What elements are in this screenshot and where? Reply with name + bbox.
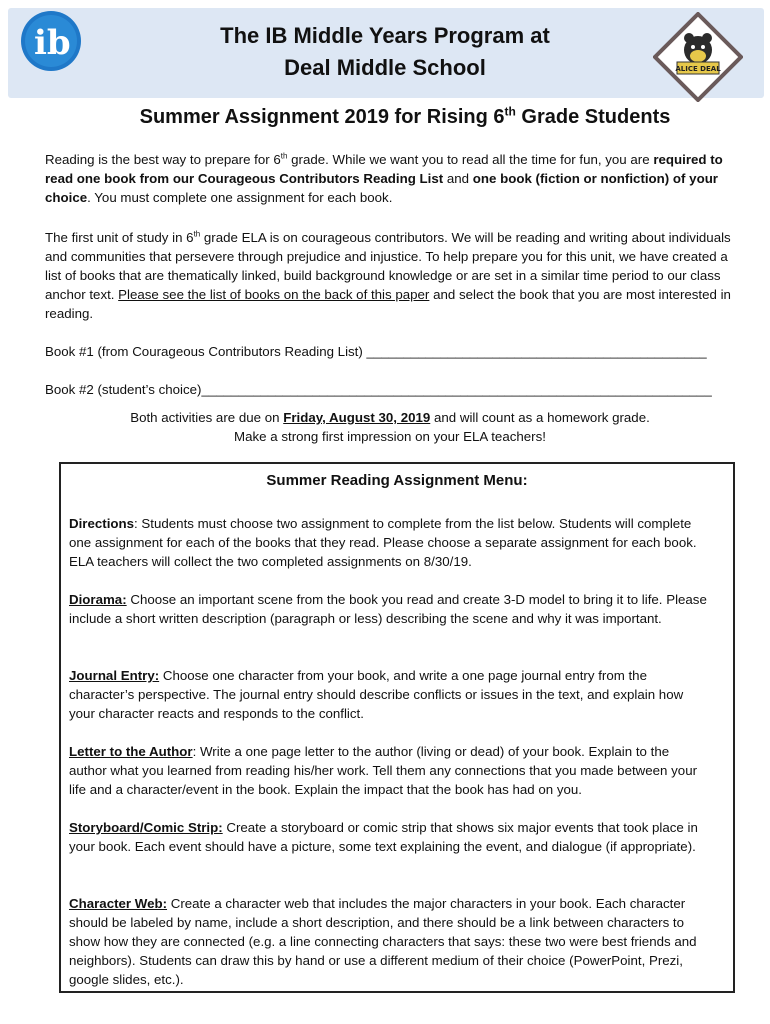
ib-logo (20, 10, 82, 72)
due-line-1 (45, 408, 735, 427)
character-web-text: Create a character web that includes the major characters in your book. Each character should be labeled by name, include a short description, and there should be a link between characters to show how they are connected (e.g. a line connecting characters that says: these two were best friends and neighbors). Students can draw this by hand or use a different medium of their choice (PowerPoint, Prezi, google slides, etc.). (69, 896, 697, 987)
p2-text-a: The first unit of study in 6 (45, 230, 194, 245)
subtitle-sup: th (504, 104, 516, 119)
diorama-text: Choose an important scene from the book you read and create 3-D model to bring it to life. Please include a short written description (paragraph or less) describing the scene and why it was important. (69, 592, 707, 626)
due-date: Friday, August 30, 2019 (283, 410, 431, 425)
due-line-2: Make a strong first impression on your ELA teachers! (234, 429, 546, 444)
intro-paragraph-1 (45, 150, 735, 207)
p2-text-c: and select the book that you are most interested in reading. (45, 287, 731, 321)
p1-text-d: . You must complete one assignment for each book. (87, 190, 393, 205)
journal-entry-label: Journal Entry: (69, 668, 160, 683)
p1-sup: th (280, 151, 288, 161)
p1-bold-2: one book (fiction or nonfiction) of your choice (45, 171, 718, 205)
storyboard-text: Create a storyboard or comic strip that shows six major events that took place in your book. Each event should have a picture, some text explaining the event, and dialogue (if appropriate). (69, 820, 698, 854)
assignment-subtitle (40, 106, 770, 129)
p1-text-a: Reading is the best way to prepare for 6 (45, 152, 281, 167)
p1-text-b: grade. While we want you to read all the time for fun, you are (287, 152, 654, 167)
journal-entry-text: Choose one character from your book, and write a one page journal entry from the character’s perspective. The journal entry should describe conflicts or issues in the text, and explain how your character reacts and responds to the conflict. (69, 668, 684, 721)
svg-text:ib: ib (34, 23, 71, 63)
book-2-line: Book #2 (student’s choice)_____________________________________________________________________ (45, 382, 712, 397)
p1-bold-1: required to read one book from our Courageous Contributors Reading List (45, 152, 723, 186)
directions-text: : Students must choose two assignment to complete from the list below. Students will complete one assignment for each of the books that they read. Please choose a separate assignment for each book. ELA teachers will collect the two completed assignments on 8/30/19. (69, 516, 697, 569)
due-text-b: and will count as a homework grade. (430, 410, 650, 425)
title-line-2: Deal Middle School (284, 55, 486, 80)
assignment-menu-box (59, 462, 735, 993)
svg-text:ALICE DEAL: ALICE DEAL (675, 65, 721, 73)
subtitle-prefix: Summer Assignment 2019 for Rising 6 (139, 106, 505, 128)
storyboard-label: Storyboard/Comic Strip: (69, 820, 223, 835)
menu-item-character-web (69, 894, 709, 989)
due-text-a: Both activities are due on (130, 410, 284, 425)
book-list-reference: Please see the list of books on the back of this paper (118, 287, 430, 302)
p2-text-b: grade ELA is on courageous contributors. We will be reading and writing about individuals and communities that persevere through prejudice and injustice. To help prepare you for this unit, we have created a list of books that are thematically linked, build background knowledge or are set in a similar time period to our class anchor text. (45, 230, 731, 302)
due-date-notice (45, 408, 735, 446)
book-1-line: Book #1 (from Courageous Contributors Reading List) ______________________________________________ (45, 344, 707, 359)
p2-sup: th (193, 229, 201, 239)
diorama-label: Diorama: (69, 592, 127, 607)
letter-text: : Write a one page letter to the author (living or dead) of your book. Explain to the author what you learned from reading his/her work. Tell them any connections that you made between your life and a character/event in the book. Explain the impact that the book has had on you. (69, 744, 698, 797)
menu-item-journal-entry (69, 666, 709, 723)
letter-label: Letter to the Author (69, 744, 193, 759)
directions-label: Directions (69, 516, 135, 531)
p1-text-c: and (443, 171, 473, 186)
bear-mascot-logo (653, 12, 743, 102)
menu-item-diorama (69, 590, 709, 628)
menu-directions (69, 514, 709, 571)
menu-item-letter-to-author (69, 742, 709, 799)
intro-paragraph-2 (45, 228, 735, 323)
title-line-1: The IB Middle Years Program at (220, 23, 550, 48)
menu-item-storyboard (69, 818, 709, 856)
character-web-label: Character Web: (69, 896, 168, 911)
page-title (120, 20, 650, 84)
menu-title: Summer Reading Assignment Menu: (266, 472, 528, 489)
subtitle-suffix: Grade Students (515, 106, 671, 128)
